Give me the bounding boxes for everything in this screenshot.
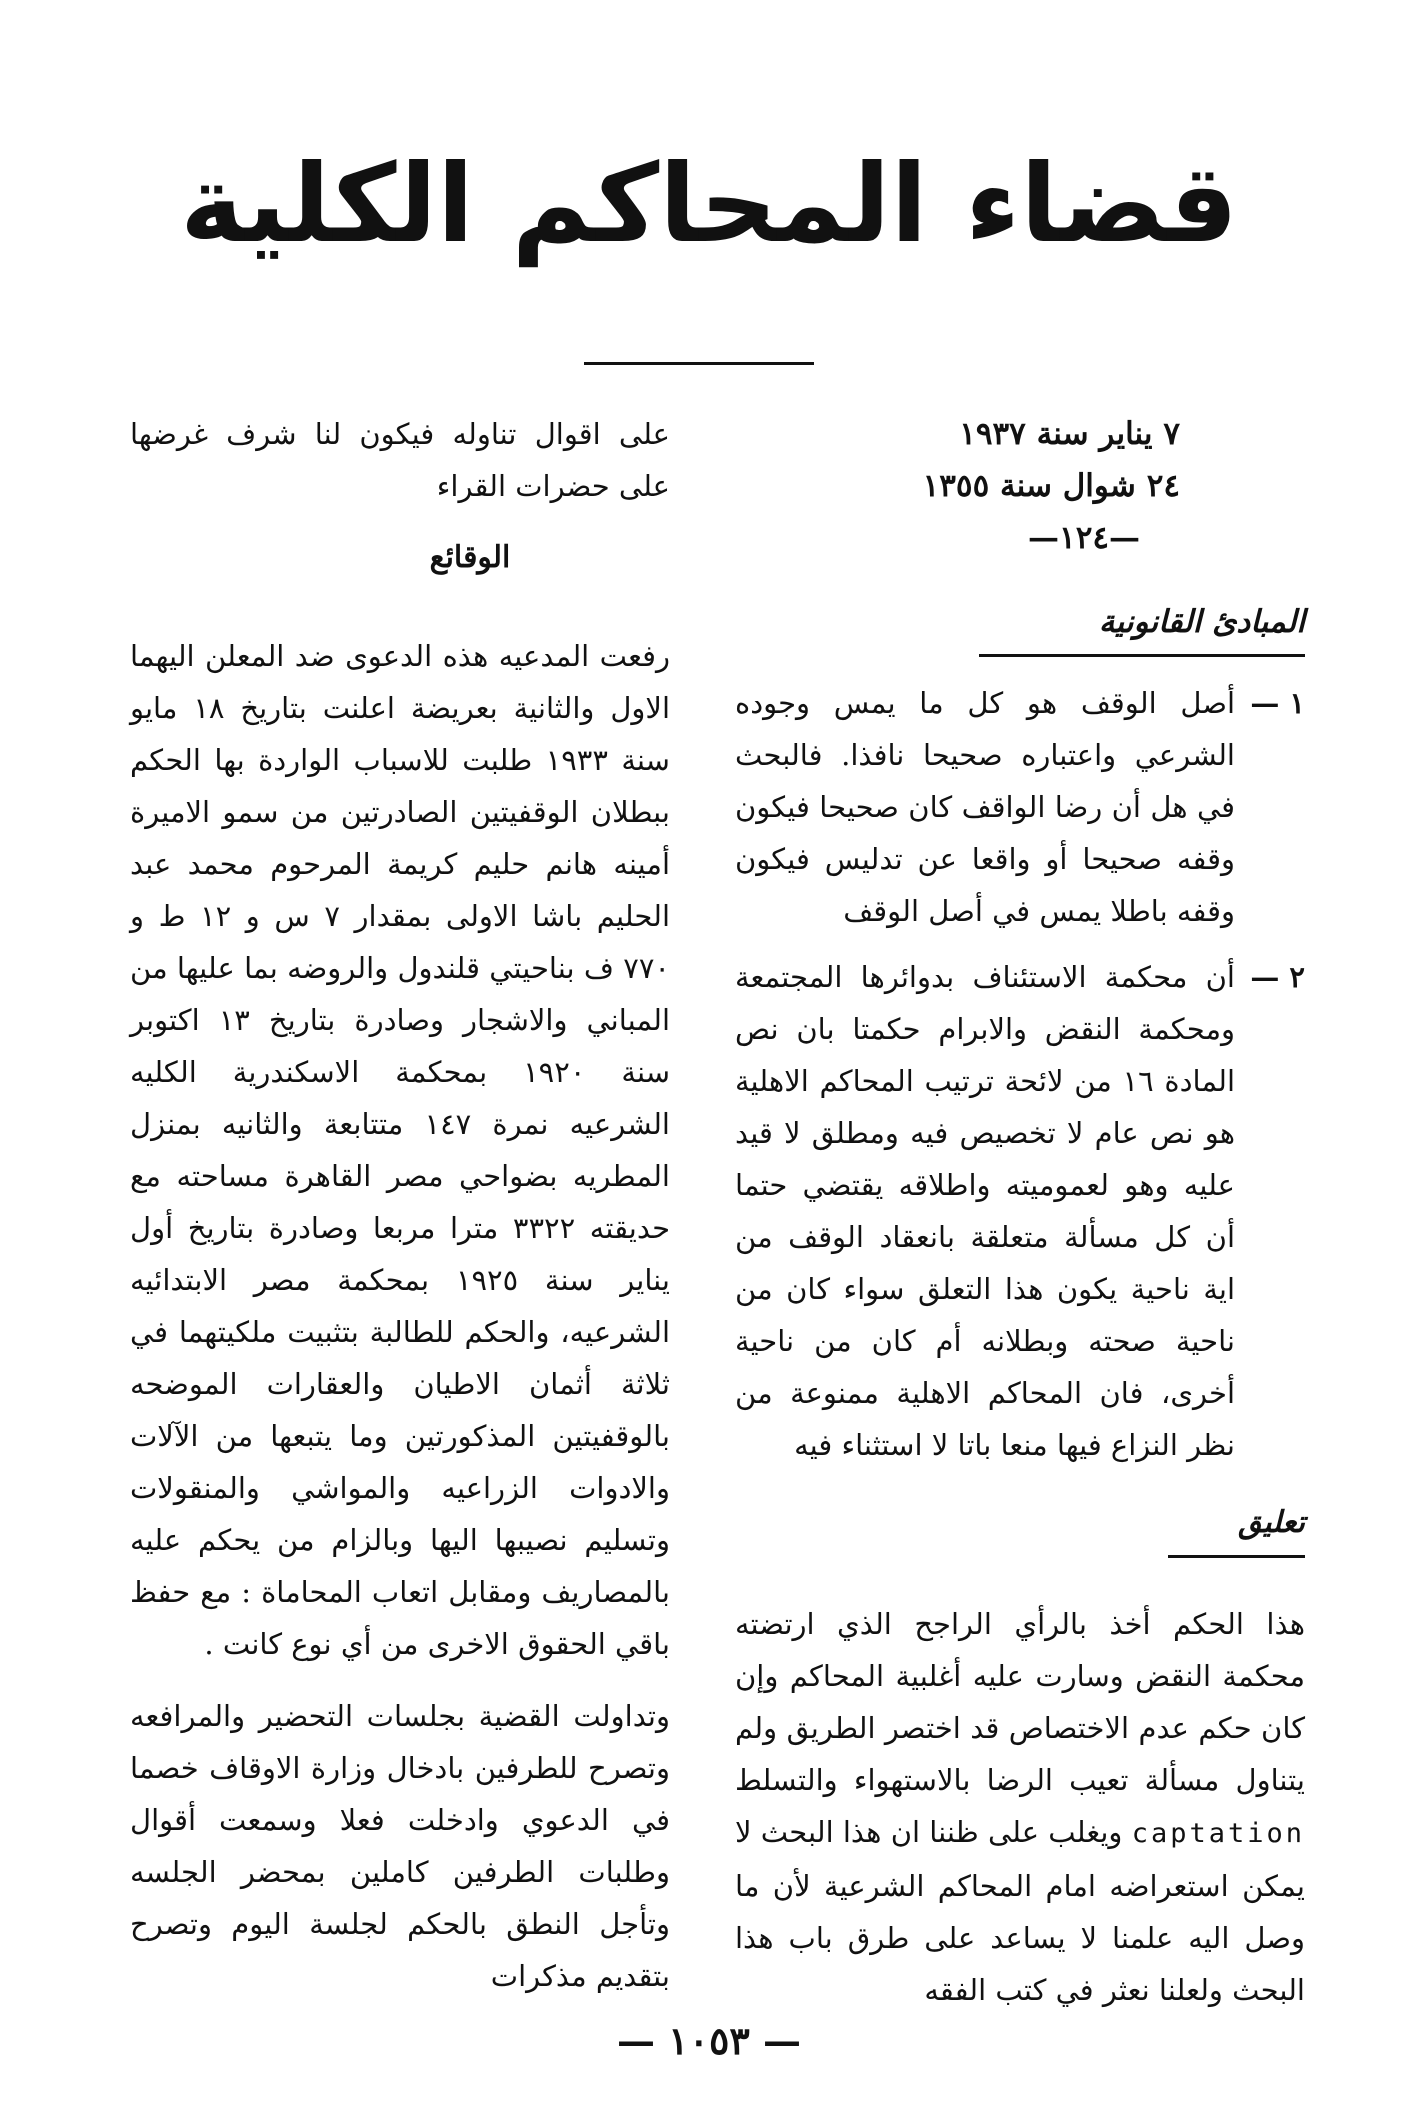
facts-paragraph: وتداولت القضية بجلسات التحضير والمرافعه وتصرح للطرفين بادخال وزارة الاوقاف خصما في الدعوي وادخلت فعلا وسمعت أقوال وطلبات الطرفين كاملين بمحضر الجلسه وتأجل النطق بالحكم لجلسة اليوم وتصرح بتقديم مذكرات [130, 1699, 670, 1993]
comment-text-start: هذا الحكم أخذ بالرأي الراجح الذي ارتضته محكمة النقض وسارت عليه أغلبية المحاكم وإن كان حكم عدم الاختصاص قد اختصر الطريق ولم يتناول مسألة تعيب الرضا بالاستهواء والتسلط [735, 1607, 1305, 1797]
principle-item [735, 951, 1305, 1471]
intro-paragraph: على اقوال تناوله فيكون لنا شرف غرضها على حضرات القراء [130, 417, 670, 503]
comment-latin-term: captation [1131, 1818, 1305, 1849]
comment-heading: تعليق [1168, 1497, 1305, 1558]
left-column [130, 408, 670, 2022]
principle-text: أن محكمة الاستئناف بدوائرها المجتمعة ومحكمة النقض والابرام حكمتا بان نص المادة ١٦ من لائحة ترتيب المحاكم الاهلية هو نص عام لا تخصيص فيه ومطلق لا قيد عليه وهو لعموميته واطلاقه يقتضي حتما أن كل مسألة متعلقة بانعقاد الوقف من اية ناحية يكون هذا التعلق سواء كان من ناحية صحته وبطلانه أم كان من ناحية أخرى، فان المحاكم الاهلية ممنوعة من نظر النزاع فيها منعا باتا لا استثناء فيه [735, 960, 1236, 1462]
masthead-title: قضاء المحاكم الكلية [179, 142, 1238, 267]
title-divider [584, 362, 814, 365]
case-number: —١٢٤— [1028, 520, 1140, 556]
principle-number: ١ — [1250, 686, 1305, 720]
date-gregorian: ٧ يناير سنة ١٩٣٧ [959, 416, 1180, 452]
principle-text: أصل الوقف هو كل ما يمس وجوده الشرعي واعتباره صحيحا نافذا. فالبحث في هل أن رضا الواقف كان صحيحا فيكون وقفه صحيحا أو واقعا عن تدليس فيكون وقفه باطلا يمس في أصل الوقف [735, 686, 1235, 928]
facts-heading: الوقائع [429, 540, 511, 575]
comment-text-end: ويغلب على ظننا ان هذا البحث لا يمكن استعراضه امام المحاكم الشرعية لأن ما وصل اليه علمنا لا يساعد على طرق باب هذا البحث ولعلنا نعثر في كتب الفقه [735, 1815, 1305, 2007]
principle-number: ٢ — [1250, 960, 1305, 994]
date-hijri: ٢٤ شوال سنة ١٣٥٥ [922, 468, 1180, 504]
right-column [735, 408, 1305, 2036]
facts-paragraph: رفعت المدعيه هذه الدعوى ضد المعلن اليهما الاول والثانية بعريضة اعلنت بتاريخ ١٨ مايو سنة ١٩٣٣ طلبت للاسباب الواردة بها الحكم ببطلان الوقفيتين الصادرتين من سمو الاميرة أمينه هانم حليم كريمة المرحوم محمد عبد الحليم باشا الاولى بمقدار ٧ س و ١٢ ط و ٧٧٠ ف بناحيتي قلندول والروضه بما عليها من المباني والاشجار وصادرة بتاريخ ١٣ اكتوبر سنة ١٩٢٠ بمحكمة الاسكندرية الكليه الشرعيه نمرة ١٤٧ متتابعة والثانيه بمنزل المطريه بضواحي مصر القاهرة مساحته مع حديقته ٣٣٢٢ مترا مربعا وصادرة بتاريخ أول يناير سنة ١٩٢٥ بمحكمة مصر الابتدائيه الشرعيه، والحكم للطالبة بتثبيت ملكيتهما في ثلاثة أثمان الاطيان والعقارات الموضحه بالوقفيتين المذكورتين وما يتبعها من الآلات والادوات الزراعيه والمواشي والمنقولات وتسليم نصيبها اليها وبالزام من يحكم عليه بالمصاريف ومقابل اتعاب المحاماة : مع حفظ باقي الحقوق الاخرى من أي نوع كانت . [130, 639, 671, 1661]
principle-item [735, 677, 1305, 937]
principles-heading: المبادئ القانونية [979, 596, 1305, 657]
comment-paragraph [735, 1598, 1305, 2016]
page-number: — ١٠٥٣ — [616, 2018, 802, 2063]
